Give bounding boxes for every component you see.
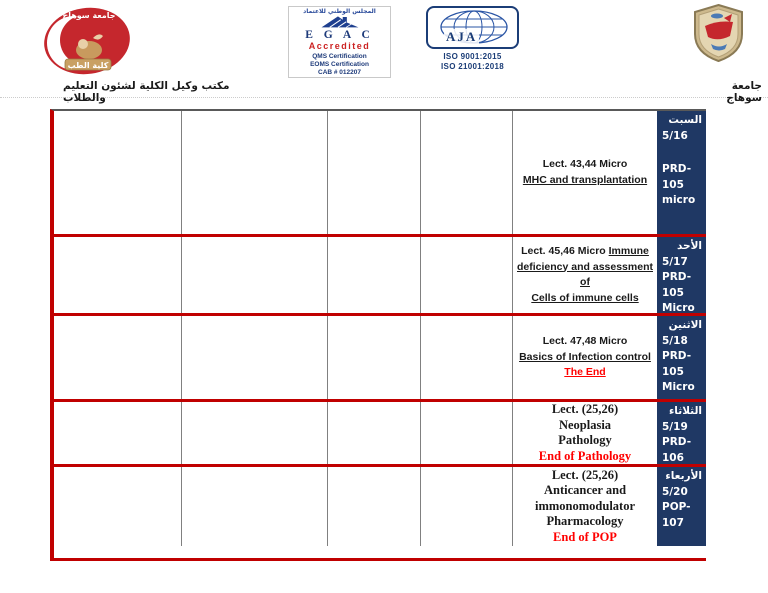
day-name: الثلاثاء <box>668 405 702 417</box>
content-cell <box>513 111 657 234</box>
aja-iso-line: ISO 9001:2015 <box>443 52 502 61</box>
empty-cell <box>328 467 421 546</box>
empty-cell <box>182 237 328 313</box>
day-cell <box>657 111 706 234</box>
day-cell <box>657 237 706 313</box>
day-date: 5/17 <box>662 255 688 268</box>
lecture-line <box>513 244 657 260</box>
course-number: 106 <box>662 451 684 464</box>
table-row-wednesday <box>54 467 706 546</box>
empty-cell <box>182 467 328 546</box>
egac-name: E G A C <box>305 29 374 41</box>
course-code: PRD- <box>662 350 692 362</box>
day-name: الأربعاء <box>665 470 702 482</box>
lecture-topic: deficiency and assessment of <box>517 260 653 288</box>
table-row-sunday <box>54 237 706 316</box>
lecture-line: Lect. (25,26) <box>551 402 619 416</box>
empty-cell <box>54 316 182 399</box>
egac-cert-line: QMS Certification <box>312 53 367 60</box>
lecture-topic: Neoplasia <box>558 417 612 432</box>
empty-cell <box>328 402 421 464</box>
egac-logo <box>288 6 391 78</box>
table-row-tuesday <box>54 402 706 467</box>
aja-name: AJA <box>446 29 478 44</box>
day-date: 5/19 <box>662 420 688 433</box>
lecture-line: Lect. 43,44 Micro <box>542 158 628 170</box>
day-cell <box>657 316 706 399</box>
day-name: السبت <box>668 114 702 126</box>
course-subject: Micro <box>662 302 695 314</box>
logo-bottom-text: كلية الطب <box>67 61 109 70</box>
content-cell <box>513 467 657 546</box>
empty-cell <box>328 237 421 313</box>
empty-cell <box>421 111 513 234</box>
lecture-line-part: Lect. 45,46 Micro <box>521 245 609 257</box>
lecture-subject: Pathology <box>558 433 612 447</box>
course-subject: micro <box>662 194 696 206</box>
empty-cell <box>182 316 328 399</box>
schedule-table <box>50 109 706 561</box>
lecture-topic: MHC and transplantation <box>522 173 648 186</box>
lecture-line: Lect. 47,48 Micro <box>542 335 628 348</box>
lecture-topic: Anticancer and <box>543 483 627 498</box>
day-name: الأحد <box>676 240 702 252</box>
empty-cell <box>54 237 182 313</box>
content-cell <box>513 402 657 464</box>
university-shield-logo <box>691 4 746 62</box>
aja-logo <box>424 6 521 74</box>
egac-cert-line: EOMS Certification <box>310 61 369 68</box>
table-row-saturday <box>54 111 706 237</box>
day-date: 5/16 <box>662 129 688 142</box>
content-cell <box>513 316 657 399</box>
course-code: PRD- <box>662 271 692 283</box>
course-number: 105 <box>662 286 684 299</box>
egac-accredited-label: Accredited <box>308 41 371 51</box>
empty-cell <box>421 467 513 546</box>
faculty-medicine-logo <box>35 4 135 78</box>
empty-cell <box>328 111 421 234</box>
empty-cell <box>54 467 182 546</box>
logo-top-text: جامعة سوهاج <box>62 11 116 20</box>
end-note: The End <box>564 366 606 379</box>
end-note: End of Pathology <box>538 448 632 463</box>
day-name: الاثنين <box>668 319 702 331</box>
empty-cell <box>421 402 513 464</box>
lecture-topic: Basics of Infection control <box>519 350 651 363</box>
day-date: 5/20 <box>662 485 688 498</box>
content-cell <box>513 237 657 313</box>
end-note: End of POP <box>553 529 617 544</box>
course-number: 105 <box>662 178 684 191</box>
course-subject: Micro <box>662 381 695 393</box>
empty-cell <box>182 111 328 234</box>
lecture-topic: immonomodulator <box>535 498 635 513</box>
aja-globe-frame <box>426 6 519 49</box>
course-code: POP- <box>662 501 691 513</box>
office-title: مكتب وكيل الكلية لشئون التعليم والطلاب <box>63 80 230 104</box>
empty-cell <box>421 237 513 313</box>
egac-cert-line: CAB # 012207 <box>318 69 361 76</box>
lecture-subject: Pharmacology <box>546 514 624 529</box>
lecture-line: Lect. (25,26) <box>551 467 619 482</box>
day-cell <box>657 467 706 546</box>
university-name: جامعة سوهاج <box>726 80 762 104</box>
lecture-topic: Cells of immune cells <box>531 291 639 304</box>
egac-roof-icon <box>311 15 369 28</box>
day-cell <box>657 402 706 464</box>
empty-cell <box>421 316 513 399</box>
course-code: PRD- <box>662 436 692 448</box>
lecture-topic-part: Immune <box>608 245 649 257</box>
empty-cell <box>182 402 328 464</box>
empty-cell <box>54 402 182 464</box>
day-date: 5/18 <box>662 334 688 347</box>
table-row-monday <box>54 316 706 402</box>
spacer <box>662 144 702 162</box>
course-code: PRD- <box>662 163 692 175</box>
aja-iso-line: ISO 21001:2018 <box>441 62 504 71</box>
course-number: 107 <box>662 516 684 529</box>
empty-cell <box>328 316 421 399</box>
egac-arc-text: المجلس الوطني للاعتماد <box>303 8 376 15</box>
empty-cell <box>54 111 182 234</box>
course-number: 105 <box>662 365 684 378</box>
